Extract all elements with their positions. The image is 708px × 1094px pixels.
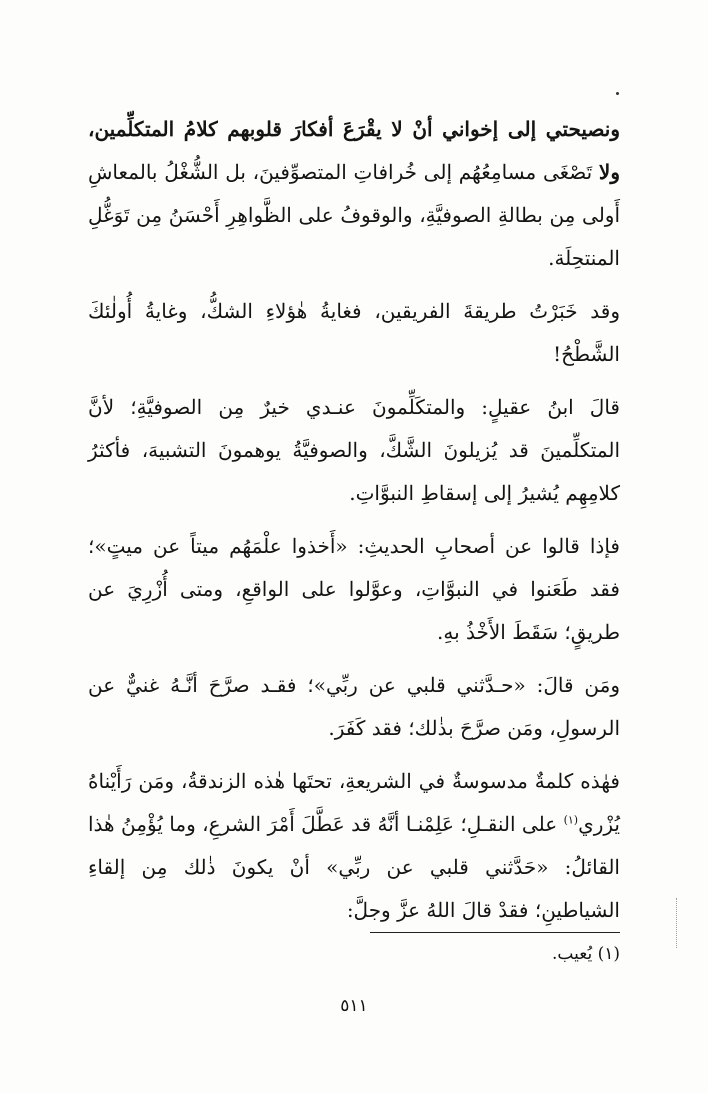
paragraph-2 xyxy=(88,290,620,376)
margin-mark xyxy=(676,898,691,948)
paragraph-text: فإذا قالوا عن أصحابِ الحديثِ: «أَخذوا علْمَهُم ميتاً عن ميتٍ»؛ فقد طَعَنوا في النبوَّاتِ، وعوَّلوا على الواقعِ، ومتى أُزْرِيَ عن طريقٍ؛ سَقَطَ الأَخْذُ بهِ. xyxy=(88,534,620,644)
paragraph-4 xyxy=(88,525,620,654)
paragraph-1 xyxy=(88,108,620,280)
paragraph-6 xyxy=(88,760,620,932)
footnote-divider xyxy=(370,932,620,933)
paragraph-text: على النقـلِ؛ عَلِمْنـا أنَّهُ قد عَطَّلَ أَمْرَ الشرعِ، وما يُؤْمِنُ هٰذا القائلُ: «حَدَّثني قلبي عن ربِّي» أنْ يكونَ ذٰلك مِن إلقاءِ الشياطينِ؛ فقدْ قالَ اللهُ عزَّ وجلَّ: xyxy=(88,812,620,922)
paragraph-text: قالَ ابنُ عقيلٍ: والمتكَلِّمونَ عنـدي خيرٌ مِن الصوفيَّةِ؛ لأنَّ المتكلِّمينَ قد يُزيلونَ الشَّكَّ، والصوفيَّةُ يوهمونَ التشبيهَ، فأكثرُ كلامِهِم يُشيرُ إلى إسقاطِ النبوَّاتِ. xyxy=(88,395,620,505)
paragraph-text: ومَن قالَ: «حـدَّثني قلبي عن ربِّي»؛ فقـد صرَّحَ أنَّـهُ غنيٌّ عن الرسولِ، ومَن صرَّحَ بذٰلك؛ فقد كَفَرَ. xyxy=(88,673,620,740)
paragraph-5 xyxy=(88,664,620,750)
paragraph-text: تَصْغَى مسامِعُهُم إلى خُرافاتِ المتصوِّفينَ، بل الشُّغْلُ بالمعاشِ أَولى مِن بطالةِ الصوفيَّةِ، والوقوفُ على الظَّواهِرِ أَحْسَنُ مِن تَوَغُّلِ المنتحِلَة. xyxy=(88,160,620,270)
page-number: ٥١١ xyxy=(340,996,368,1016)
body-text xyxy=(88,108,620,942)
paragraph-3 xyxy=(88,386,620,515)
paragraph-lead-bold: ونصيحتي إلى إخواني أنْ لا يقْرَعَ أفكارَ قلوبهم كلامُ المتكلِّمين، ولا xyxy=(88,117,620,184)
paragraph-text: وقد خَبَرْتُ طريقةَ الفريقين، فغايةُ هٰؤلاءِ الشكُّ، وغايةُ أُولٰئكَ الشَّطْحُ! xyxy=(88,299,620,366)
ink-speck xyxy=(616,92,619,95)
paragraph-text: فهٰذه كلمةٌ مدسوسةٌ في الشريعةِ، تحتَها هٰذه الزندقةُ، ومَن رَأَيْناهُ يُزْري xyxy=(88,769,620,836)
footnote: (١) يُعيب. xyxy=(552,944,620,964)
footnote-reference[interactable]: (١) xyxy=(563,813,579,827)
